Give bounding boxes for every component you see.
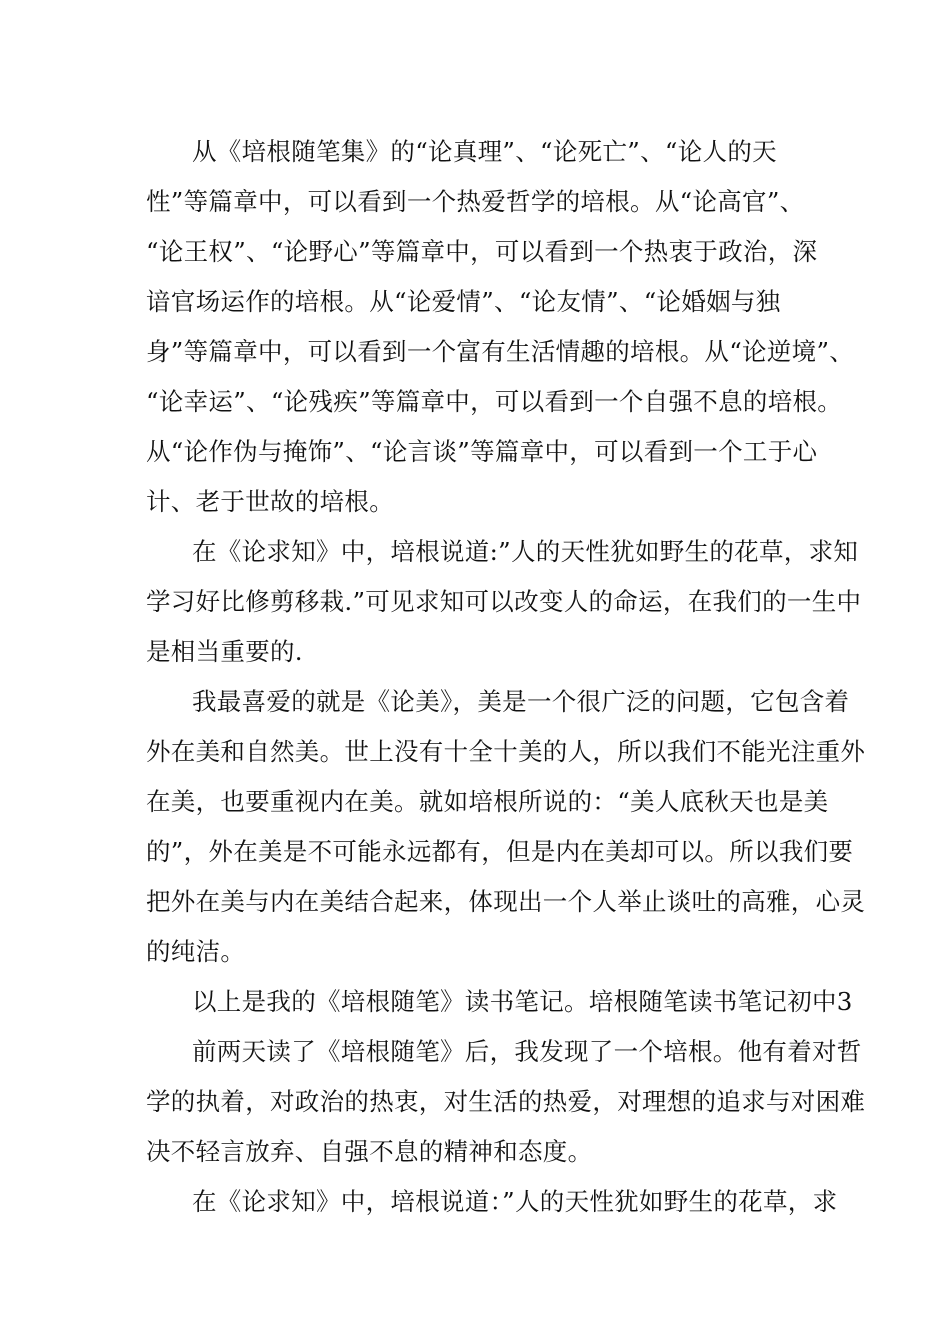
text-line: 谙官场运作的培根。从“论爱情”、“论友情”、“论婚姻与独 (146, 287, 781, 316)
text-line: 的纯洁。 (146, 937, 246, 966)
text-line: 从《培根随笔集》的“论真理”、“论死亡”、“论人的天 (192, 137, 777, 166)
text-line: 前两天读了《培根随笔》后，我发现了一个培根。他有着对哲 (192, 1037, 862, 1066)
text-line: “论王权”、“论野心”等篇章中，可以看到一个热衷于政治，深 (146, 237, 818, 266)
text-line: 外在美和自然美。世上没有十全十美的人，所以我们不能光注重外 (146, 737, 866, 766)
text-line: 在美，也要重视内在美。就如培根所说的：“美人底秋天也是美 (146, 787, 829, 816)
text-line: 我最喜爱的就是《论美》，美是一个很广泛的问题，它包含着 (192, 687, 850, 716)
text-line: 性”等篇章中，可以看到一个热爱哲学的培根。从“论高官”、 (146, 187, 805, 216)
text-line: 在《论求知》中，培根说道:”人的天性犹如野生的花草，求知 (192, 537, 859, 566)
text-line: 把外在美与内在美结合起来，体现出一个人举止谈吐的高雅，心灵 (146, 887, 866, 916)
text-line: 决不轻言放弃、自强不息的精神和态度。 (146, 1137, 593, 1166)
text-line: 学的执着，对政治的热衷，对生活的热爱，对理想的追求与对困难 (146, 1087, 866, 1116)
text-line: 从“论作伪与掩饰”、“论言谈”等篇章中，可以看到一个工于心 (146, 437, 818, 466)
text-line: 是相当重要的. (146, 637, 303, 666)
text-line: 学习好比修剪移栽.”可见求知可以改变人的命运，在我们的一生中 (146, 587, 862, 616)
text-line: 以上是我的《培根随笔》读书笔记。培根随笔读书笔记初中3 (192, 987, 853, 1016)
text-line: 计、老于世故的培根。 (146, 487, 394, 516)
text-line: 在《论求知》中，培根说道：”人的天性犹如野生的花草，求 (192, 1187, 838, 1216)
text-line: “论幸运”、“论残疾”等篇章中，可以看到一个自强不息的培根。 (146, 387, 843, 416)
text-line: 身”等篇章中，可以看到一个富有生活情趣的培根。从“论逆境”、 (146, 337, 855, 366)
text-line: 的”，外在美是不可能永远都有，但是内在美却可以。所以我们要 (146, 837, 854, 866)
